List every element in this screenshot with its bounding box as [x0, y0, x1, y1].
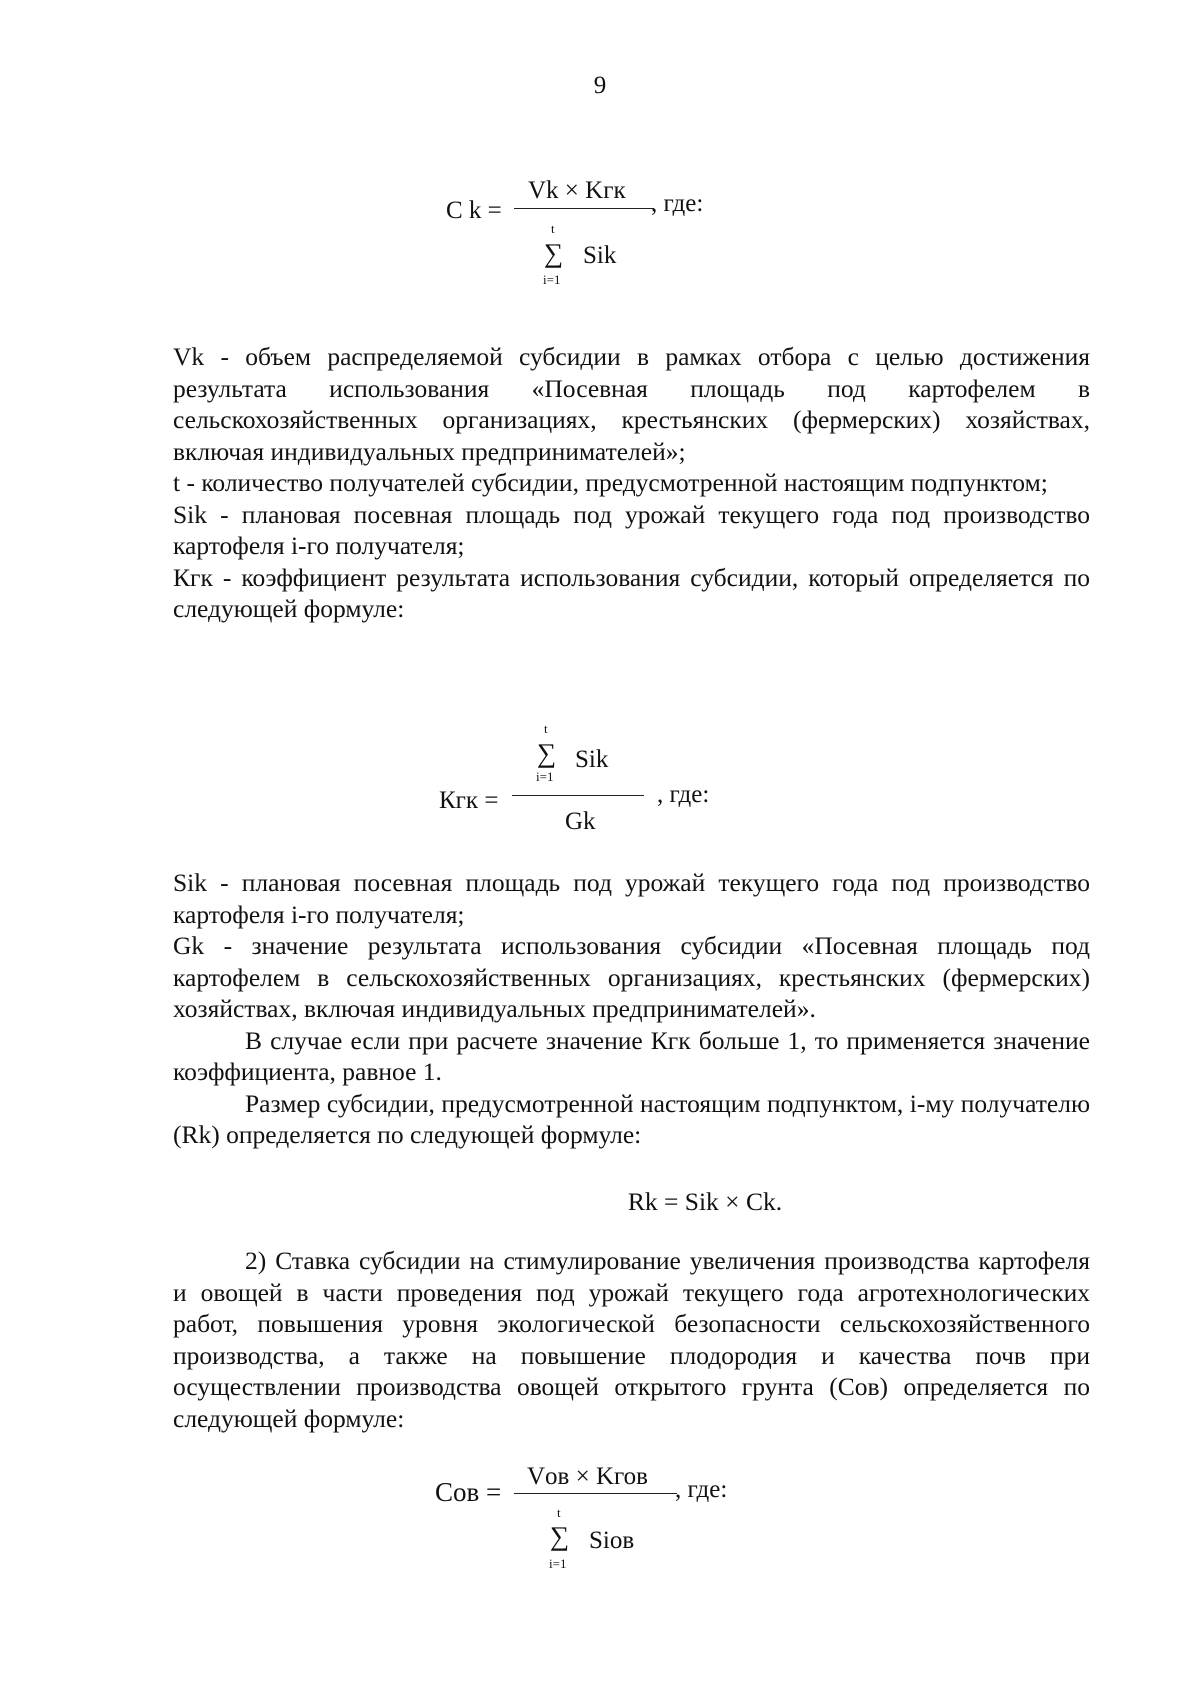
formula-kgk-sum-bottom: i=1 — [536, 769, 554, 784]
formula-ck-sum-term: Sik — [583, 242, 617, 269]
formula-rk: Rk = Sik × Ck. — [627, 1187, 783, 1216]
paragraph-subsidy-rate: 2) Ставка субсидии на стимулирование увеличения производства картофеля и овощей в части проведения под урожай текущего года агротехнологических работ, повышения уровня экологической безопасности сельскохозяйственного производства, а также на повышение плодородия и качества почв при осуществлении производства овощей открытого грунта (Сов) определяется по следующей формуле: — [173, 1246, 1090, 1433]
formula-cov-numerator: Vов × Kгов — [527, 1463, 648, 1490]
definition-kgk: Кгк - коэффициент результата использования субсидии, который определяется по следующей формуле: — [173, 562, 1090, 623]
formula-kgk-sum-top: t — [544, 721, 548, 736]
definition-t: t - количество получателей субсидии, предусмотренной настоящим подпунктом; — [173, 468, 1048, 497]
formula-cov-sum-term: Siов — [589, 1527, 635, 1554]
formula-ck-sum-top: t — [551, 221, 555, 236]
formula-kgk-sum-sign: ∑ — [537, 738, 557, 768]
formula-ck-sum-bottom: i=1 — [543, 272, 561, 287]
definition-gk: Gk - значение результата использования субсидии «Посевная площадь под картофелем в сельскохозяйственных организациях, крестьянских (фермерских) хозяйствах, включая индивидуальных предпринимателей». — [173, 931, 1090, 1023]
formula-ck-suffix: , где: — [651, 190, 704, 217]
formula-cov-sum-bottom: i=1 — [549, 1556, 567, 1571]
formula-cov-sum-sign: ∑ — [550, 1521, 570, 1551]
formula-ck-sum-sign: ∑ — [544, 238, 564, 268]
formula-kgk-lhs: Кгк = — [439, 787, 499, 814]
paragraph-subsidy-size: Размер субсидии, предусмотренной настоящим подпунктом, i-му получателю (Rk) определяется по следующей формуле: — [173, 1088, 1090, 1149]
formula-ck-lhs: C k = — [446, 197, 502, 224]
formula-kgk-suffix: , где: — [657, 781, 710, 808]
definition-vk: Vk - объем распределяемой субсидии в рамках отбора с целью достижения результата использования «Посевная площадь под картофелем в сельскохозяйственных организациях, крестьянских (фермерских) хозяйствах, включая индивидуальных предпринимателей»; — [173, 342, 1090, 466]
formula-ck-numerator: Vk × Kгк — [528, 177, 626, 204]
formula-kgk-sum-term: Sik — [575, 746, 609, 773]
definition-sik-2: Sik - плановая посевная площадь под урожай текущего года под производство картофеля i-го получателя; — [173, 868, 1090, 929]
formula-cov-suffix: , где: — [675, 1476, 728, 1503]
page-number: 9 — [593, 72, 607, 99]
formula-cov-fraction-line — [514, 1493, 677, 1494]
formula-cov-sum-top: t — [557, 1505, 561, 1520]
definition-sik: Sik - плановая посевная площадь под урожай текущего года под производство картофеля i-го получателя; — [173, 499, 1090, 560]
formula-kgk-denominator: Gk — [565, 808, 596, 835]
paragraph-coefficient-cap: В случае если при расчете значение Кгк больше 1, то применяется значение коэффициента, равное 1. — [173, 1025, 1090, 1086]
formula-cov-lhs: Сов = — [435, 1477, 502, 1507]
